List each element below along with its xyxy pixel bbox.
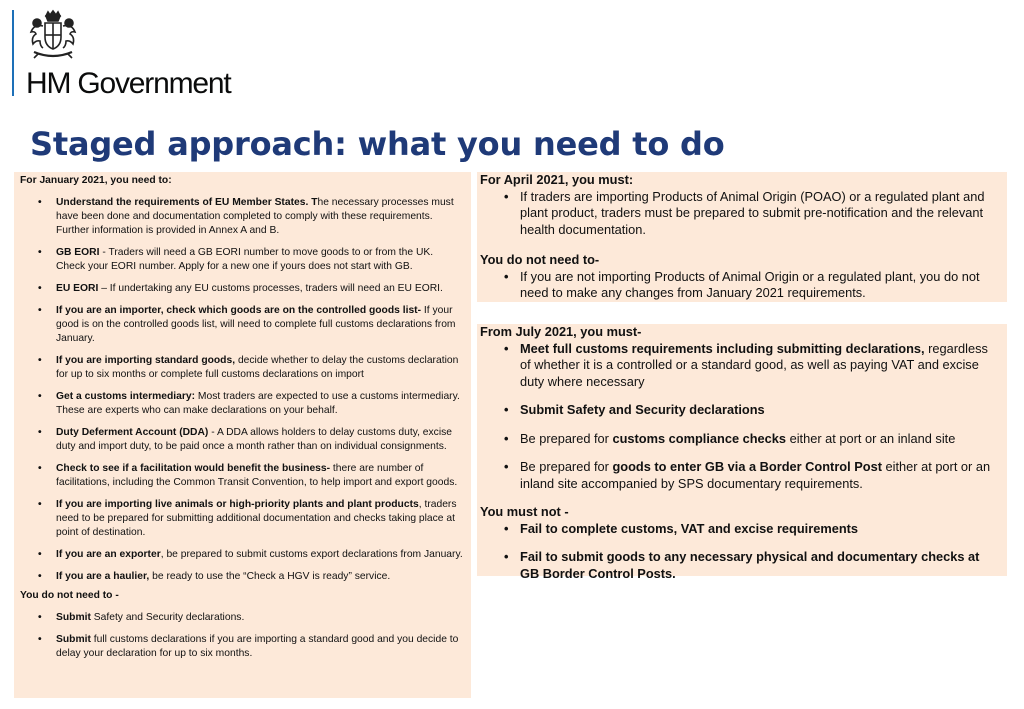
april-sub-heading: You do not need to- bbox=[480, 252, 600, 267]
list-item: • If you are importing live animals or high-priority plants and plant products, traders need to be prepared for submitting additional documentation and checks taking place at point of destination. bbox=[20, 498, 465, 540]
april-heading: For April 2021, you must: bbox=[480, 172, 634, 187]
list-item: • Be prepared for customs compliance checks either at port or an inland site bbox=[480, 431, 1001, 448]
brand-wordmark: HM Government bbox=[26, 67, 231, 100]
list-item: • Submit Safety and Security declarations bbox=[480, 402, 1001, 419]
april-2021-panel bbox=[477, 172, 1007, 302]
list-item: • Fail to complete customs, VAT and excise requirements bbox=[480, 521, 1001, 538]
list-item: • Submit Safety and Security declarations. bbox=[20, 611, 465, 625]
list-item: • Get a customs intermediary: Most traders are expected to use a customs intermediary. These are experts who can make declarations on your behalf. bbox=[20, 390, 465, 418]
list-item: • GB EORI - Traders will need a GB EORI number to move goods to or from the UK. Check your EORI number. Apply for a new one if yours does not start with GB. bbox=[20, 246, 465, 274]
list-item: • If you are importing standard goods, decide whether to delay the customs declaration for up to six months or complete full customs declarations on import bbox=[20, 354, 465, 382]
april-sub-list bbox=[480, 269, 1001, 302]
january-sub-heading: You do not need to - bbox=[20, 590, 119, 601]
july-2021-panel bbox=[477, 324, 1007, 581]
april-list bbox=[480, 189, 1001, 239]
list-item: • If you are an importer, check which goods are on the controlled goods list- If your good is on the controlled goods list, will need to complete full customs declarations from January. bbox=[20, 304, 465, 346]
list-item: • Duty Deferment Account (DDA) - A DDA allows holders to delay customs duty, excise duty and import duty, to be paid once a month rather than on individual consignments. bbox=[20, 426, 465, 454]
july-sub-list bbox=[480, 521, 1001, 583]
list-item: • EU EORI – If undertaking any EU customs processes, traders will need an EU EORI. bbox=[20, 282, 465, 296]
list-item: • Fail to submit goods to any necessary physical and documentary checks at GB Border Control Posts. bbox=[480, 549, 1001, 582]
logo-accent-bar bbox=[12, 10, 14, 96]
july-list bbox=[480, 341, 1001, 493]
list-item: • If traders are importing Products of Animal Origin (POAO) or a regulated plant and plant product, traders must be prepared to submit pre-notification and the relevant health documentation. bbox=[480, 189, 1001, 239]
list-item: • If you are not importing Products of Animal Origin or a regulated plant, you do not need to make any changes from January 2021 requirements. bbox=[480, 269, 1001, 302]
list-item: • If you are an exporter, be prepared to submit customs export declarations from January. bbox=[20, 548, 465, 562]
july-sub-heading: You must not - bbox=[480, 504, 569, 519]
list-item: • Check to see if a facilitation would benefit the business- there are number of facilitations, including the Common Transit Convention, to help import and export goods. bbox=[20, 462, 465, 490]
january-2021-panel bbox=[14, 172, 471, 698]
july-heading: From July 2021, you must- bbox=[480, 324, 642, 339]
list-item: • Understand the requirements of EU Member States. The necessary processes must have been done and documentation completed to comply with these requirements. Further information is provided in Annex A and B. bbox=[20, 196, 465, 238]
list-item: • Submit full customs declarations if you are importing a standard good and you decide to delay your declaration for up to six months. bbox=[20, 633, 465, 661]
january-sub-list bbox=[20, 611, 465, 661]
royal-coat-of-arms-icon bbox=[24, 8, 82, 60]
list-item: • Be prepared for goods to enter GB via a Border Control Post either at port or an inland site accompanied by SPS documentary requirements. bbox=[480, 459, 1001, 492]
january-heading: For January 2021, you need to: bbox=[20, 175, 172, 186]
page-title: Staged approach: what you need to do bbox=[30, 125, 725, 163]
january-list bbox=[20, 196, 465, 584]
list-item: • Meet full customs requirements including submitting declarations, regardless of whether it is a controlled or a standard good, as well as paying VAT and excise duty where necessary bbox=[480, 341, 1001, 391]
list-item: • If you are a haulier, be ready to use the “Check a HGV is ready” service. bbox=[20, 570, 465, 584]
